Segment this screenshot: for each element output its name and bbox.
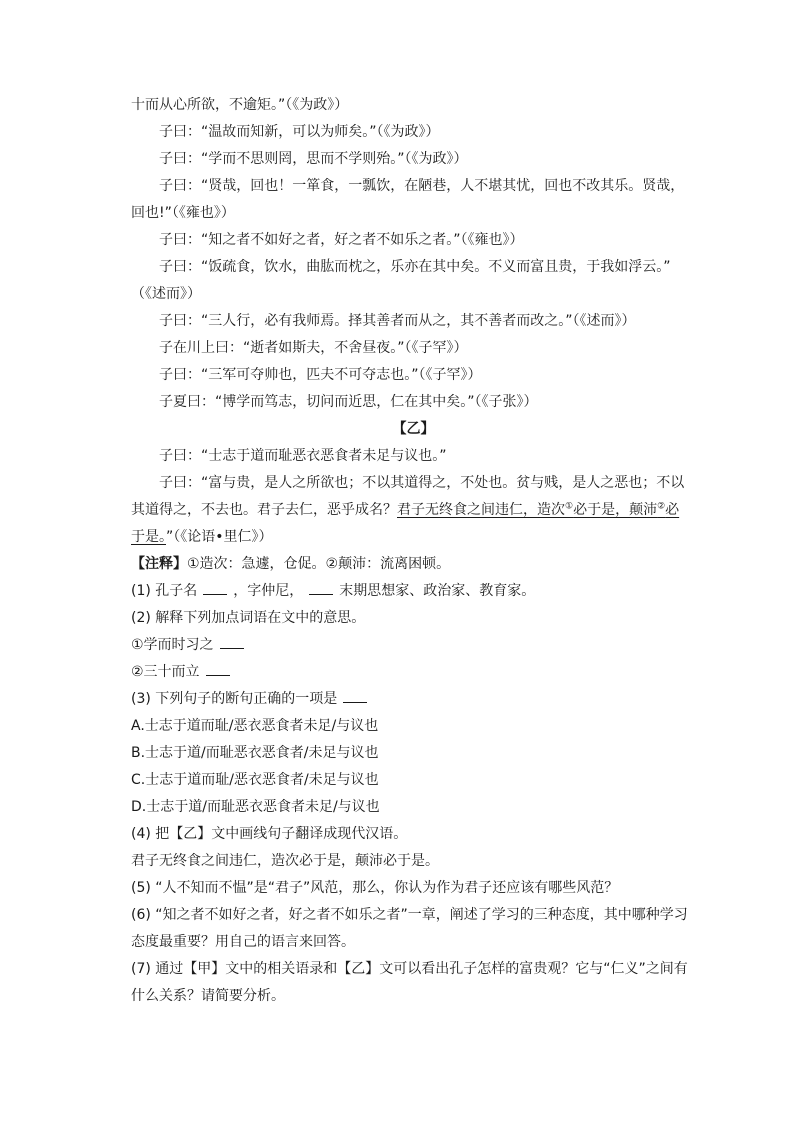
underlined-sentence xyxy=(397,502,679,518)
option-c: C.士志于道而耻/恶衣恶食者/未足与议也 xyxy=(131,772,379,788)
answer-blank[interactable] xyxy=(343,688,367,703)
answer-blank[interactable] xyxy=(206,661,230,676)
text-line: （《述而》） xyxy=(131,286,201,302)
question-4: (4) 把【乙】文中画线句子翻译成现代汉语。 xyxy=(131,826,408,842)
text-segment: 君子无终食之间违仁，造次 xyxy=(397,502,565,518)
text-segment: ①学而时习之 xyxy=(131,637,214,653)
annotation-line xyxy=(131,551,696,578)
text-line: 子曰：“三军可夺帅也，匹夫不可夺志也。”（《子罕》） xyxy=(159,367,482,383)
text-line xyxy=(131,524,696,551)
text-segment: (3) 下列句子的断句正确的一项是 xyxy=(131,691,338,707)
text-line: 子夏曰：“博学而笃志，切问而近思，仁在其中矣。”（《子张》） xyxy=(159,394,538,410)
text-segment: 必 xyxy=(665,502,680,518)
footnote-mark: ① xyxy=(565,501,574,512)
underlined-sentence-end: 于是。 xyxy=(131,529,166,545)
text-line: 子曰：“知之者不如好之者，好之者不如乐之者。”（《雍也》） xyxy=(159,232,524,248)
text-segment: 其道得之，不去也。君子去仁，恶乎成名？ xyxy=(131,502,397,518)
option-d: D.士志于道/而耻恶衣恶食者未足/与议也 xyxy=(131,799,380,815)
text-line: 回也!”（《雍也》） xyxy=(131,205,235,221)
text-segment: 末期思想家、政治家、教育家。 xyxy=(339,583,536,599)
question-2-item xyxy=(131,659,696,686)
answer-blank[interactable] xyxy=(220,634,244,649)
annotation-text: ①造次：急遽，仓促。②颠沛：流离困顿。 xyxy=(187,556,451,572)
question-4-sentence: 君子无终食之间违仁，造次必于是，颠沛必于是。 xyxy=(131,853,439,869)
question-1 xyxy=(131,578,696,605)
text-line: 子曰：“士志于道而耻恶衣恶食者未足与议也。” xyxy=(159,448,447,464)
question-7-cont: 什么关系？请简要分析。 xyxy=(131,988,285,1004)
option-b: B.士志于道/而耻恶衣恶食者/未足与议也 xyxy=(131,745,379,761)
question-3 xyxy=(131,686,696,713)
text-line: 子曰：“温故而知新，可以为师矣。”（《为政》） xyxy=(159,124,440,140)
question-6: (6) “知之者不如好之者，好之者不如乐之者”一章，阐述了学习的三种态度，其中哪种学习 xyxy=(131,907,688,923)
text-segment: ，字仲尼， xyxy=(233,583,304,599)
text-line: 子曰：“富与贵，是人之所欲也；不以其道得之，不处也。贫与贱，是人之恶也；不以 xyxy=(159,475,685,491)
text-segment: ②三十而立 xyxy=(131,664,200,680)
text-line: 子曰：“三人行，必有我师焉。择其善者而从之，其不善者而改之。”（《述而》） xyxy=(159,313,636,329)
text-segment: 必于是，颠沛 xyxy=(573,502,658,518)
text-line: 子曰：“饭疏食，饮水，曲肱而枕之，乐亦在其中矣。不义而富且贵，于我如浮云。” xyxy=(159,259,671,275)
section-heading-yi: 【乙】 xyxy=(392,421,435,437)
question-7: (7) 通过【甲】文中的相关语录和【乙】文可以看出孔子怎样的富贵观？它与“仁义”之间有 xyxy=(131,961,688,977)
question-6-cont: 态度最重要？用自己的语言来回答。 xyxy=(131,934,355,950)
answer-blank[interactable] xyxy=(309,580,333,595)
document-page xyxy=(131,92,696,1010)
text-line: 子曰：“学而不思则罔，思而不学则殆。”（《为政》） xyxy=(159,151,468,167)
text-segment: (1) 孔子名 xyxy=(131,583,198,599)
annotation-label: 【注释】 xyxy=(131,556,187,572)
text-line: 子曰：“贤哉，回也！一箪食，一瓢饮，在陋巷，人不堪其忧，回也不改其乐。贤哉， xyxy=(159,178,685,194)
footnote-mark: ② xyxy=(657,501,666,512)
text-line: 子在川上曰：“逝者如斯夫，不舍昼夜。”（《子罕》） xyxy=(159,340,468,356)
answer-blank[interactable] xyxy=(203,580,227,595)
question-2: (2) 解释下列加点词语在文中的意思。 xyxy=(131,610,366,626)
text-line xyxy=(131,497,696,524)
option-a: A.士志于道而耻/恶衣恶食者未足/与议也 xyxy=(131,718,379,734)
text-line: 十而从心所欲，不逾矩。”（《为政》） xyxy=(131,97,349,113)
question-5: (5) “人不知而不愠”是“君子”风范，那么，你认为作为君子还应该有哪些风范？ xyxy=(131,880,619,896)
question-2-item xyxy=(131,632,696,659)
text-segment: ”（《论语•里仁》） xyxy=(166,529,273,545)
